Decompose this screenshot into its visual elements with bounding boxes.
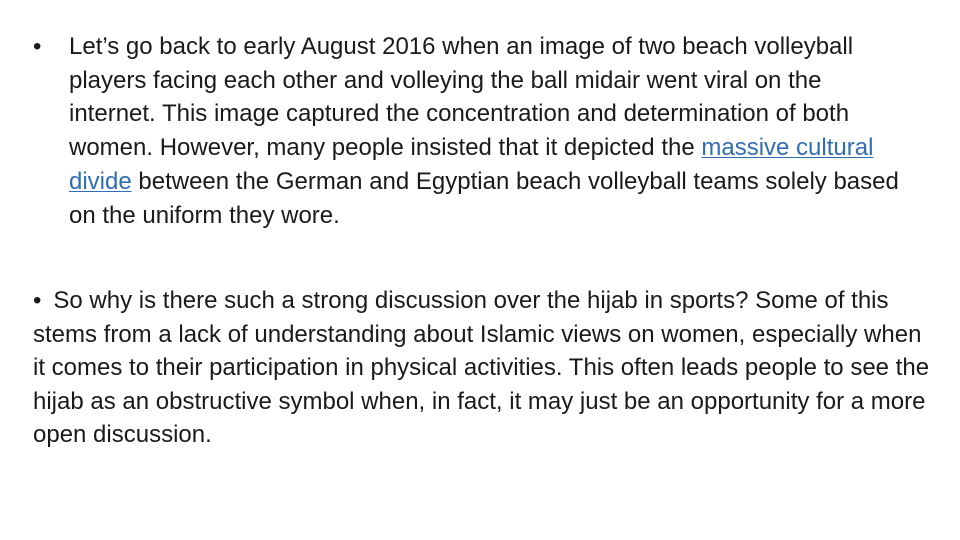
bullet-text-1-after: between the German and Egyptian beach volleyball teams solely based on the uniform they wore. (69, 167, 899, 229)
bullet-glyph: • (33, 287, 42, 314)
bullet-text-1-before: Let’s go back to early August 2016 when an image of two beach volleyball players facing each other and volleying the ball midair went viral on the internet. This image captured the concentration and determination of both women. However, many people insisted that it depicted the (69, 33, 854, 162)
bullet-item-1 (33, 30, 913, 232)
massive-cultural-divide-link[interactable]: massive cultural divide (69, 134, 874, 195)
bullet-text-2: So why is there such a strong discussion over the hijab in sports? Some of this stems from a lack of understanding about Islamic views on women, especially when it comes to their participation in physical activities. This often leads people to see the hijab as an obstructive symbol when, in fact, it may just be an opportunity for a more open discussion. (33, 287, 930, 449)
bullet-text-1 (69, 30, 913, 232)
bullet-glyph: • (33, 33, 42, 60)
bullet-item-2 (33, 284, 933, 452)
